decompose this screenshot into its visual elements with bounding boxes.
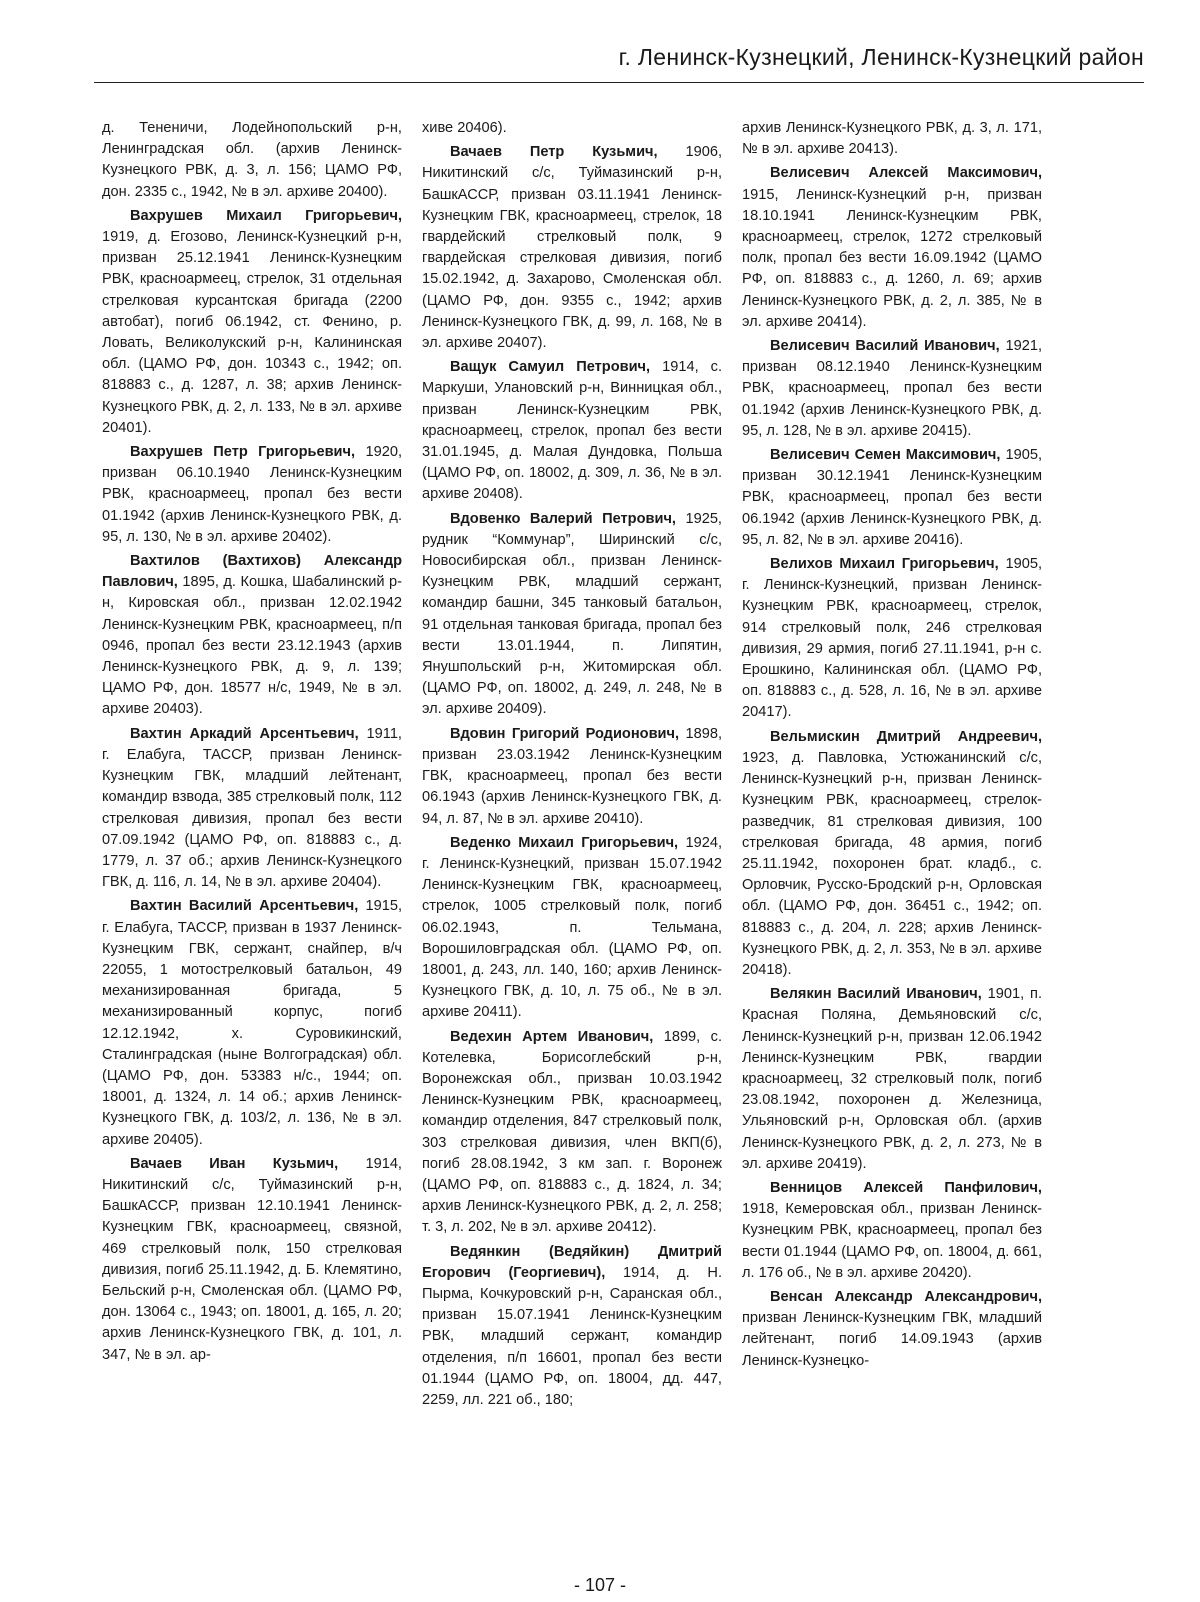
column-3 [742,118,1042,1414]
memorial-entry [102,442,402,548]
entry-details: 1914, д. Н. Пырма, Кочкуровский р-н, Саранская обл., призван 15.07.1941 Ленинск-Кузнецким РВК, младший сержант, командир отделения, п/п 16601, пропал без вести 01.1944 (ЦАМО РФ, оп. 18004, дд. 447, 2259, лл. 221 об., 180; [422,1264,722,1408]
entry-details: архив Ленинск-Кузнецкого РВК, д. 3, л. 171, № в эл. архиве 20413). [742,120,1042,158]
memorial-entry [102,1154,402,1366]
person-name: Ведянкин (Ведяйкин) Дмитрий Егорович (Георгиевич), [422,1243,722,1281]
memorial-entry [422,1027,722,1239]
memorial-entry [102,551,402,721]
person-name: Вахтин Василий Арсентьевич, [130,898,359,915]
person-name: Велисевич Василий Иванович, [770,338,1000,355]
person-name: Вахтилов (Вахтихов) Александр Павлович, [102,553,402,591]
person-name: Велихов Михаил Григорьевич, [770,556,999,573]
person-name: Вдовенко Валерий Петрович, [450,510,676,527]
entry-details: 1914, с. Маркуши, Улановский р-н, Винницкая обл., призван Ленинск-Кузнецким РВК, красноармеец, стрелок, пропал без вести 31.01.1945, д. Малая Дундовка, Польша (ЦАМО РФ, оп. 18002, д. 309, л. 36, № в эл. архиве 20408). [422,359,723,503]
column-2 [422,118,722,1414]
entry-details: 1905, г. Ленинск-Кузнецкий, призван Ленинск-Кузнецким РВК, красноармеец, стрелок, 914 стрелковый полк, 246 стрелковая дивизия, 29 армия, погиб 27.11.1941, р-н с. Ерошкино, Калининская обл. (ЦАМО РФ, оп. 818883 с., д. 528, л. 16, № в эл. архиве 20417). [742,556,1042,721]
entry-continuation [102,118,402,203]
column-1 [102,118,402,1414]
memorial-entry [102,724,402,894]
memorial-entry [422,724,722,830]
entry-details: хиве 20406). [422,120,507,136]
memorial-entry [742,336,1042,442]
entry-details: 1898, призван 23.03.1942 Ленинск-Кузнецким ГВК, красноармеец, пропал без вести 06.1943 (архив Ленинск-Кузнецкого ГВК, д. 94, л. 87, № в эл. архиве 20410). [422,725,722,827]
memorial-entry [742,163,1042,333]
page-number: - 107 - [573,1575,627,1595]
entry-continuation [422,118,722,139]
memorial-entry [102,896,402,1150]
memorial-entry [742,445,1042,551]
entry-details: 1918, Кемеровская обл., призван Ленинск-Кузнецким РВК, красноармеец, пропал без вести 01.1944 (ЦАМО РФ, оп. 18004, д. 661, л. 176 об., № в эл. архиве 20420). [742,1201,1042,1281]
entry-details: 1915, Ленинск-Кузнецкий р-н, призван 18.10.1941 Ленинск-Кузнецким РВК, красноармеец, стрелок, 1272 стрелковый полк, пропал без вести 16.09.1942 (ЦАМО РФ, оп. 818883 с., д. 1260, л. 69; архив Ленинск-Кузнецкого РВК, д. 2, л. 385, № в эл. архиве 20414). [742,186,1042,330]
person-name: Велякин Василий Иванович, [770,986,982,1003]
person-name: Ведехин Артем Иванович, [450,1028,654,1045]
memorial-entry [742,554,1042,724]
entry-details: 1905, призван 30.12.1941 Ленинск-Кузнецким РВК, красноармеец, пропал без вести 06.1942 (архив Ленинск-Кузнецкого РВК, д. 95, л. 82, № в эл. архиве 20416). [742,447,1043,548]
entry-details: 1925, рудник “Коммунар”, Ширинский с/с, Новосибирская обл., призван Ленинск-Кузнецким РВК, младший сержант, командир башни, 345 танковый батальон, 91 отдельная танковая бригада, пропал без вести 13.01.1944, п. Липятин, Янушпольский р-н, Житомирская обл. (ЦАМО РФ, оп. 18002, д. 249, л. 248, № в эл. архиве 20409). [422,510,722,718]
entry-details: 1924, г. Ленинск-Кузнецкий, призван 15.07.1942 Ленинск-Кузнецким ГВК, красноармеец, стрелок, 1005 стрелковый полк, погиб 06.02.1943, п. Тельмана, Ворошиловградская обл. (ЦАМО РФ, оп. 18001, д. 243, лл. 140, 160; архив Ленинск-Кузнецкого ГВК, д. 10, л. 75 об., № в эл. архиве 20411). [422,834,723,1021]
entry-details: д. Тененичи, Лодейнопольский р-н, Ленинградская обл. (архив Ленинск-Кузнецкого РВК, д. 3, л. 156; ЦАМО РФ, дон. 2335 с., 1942, № в эл. архиве 20400). [102,120,402,200]
entry-details: 1895, д. Кошка, Шабалинский р-н, Кировская обл., призван 12.02.1942 Ленинск-Кузнецким РВК, красноармеец, п/п 0946, пропал без вести 23.12.1943 (архив Ленинск-Кузнецкого РВК, д. 9, л. 139; ЦАМО РФ, дон. 18577 н/с, 1949, № в эл. архиве 20403). [102,574,402,718]
person-name: Вахтин Аркадий Арсентьевич, [130,725,359,742]
person-name: Велисевич Алексей Максимович, [770,165,1042,182]
person-name: Велисевич Семен Максимович, [770,447,1001,464]
memorial-entry [422,142,722,354]
memorial-entry [742,1287,1042,1372]
entry-details: 1919, д. Егозово, Ленинск-Кузнецкий р-н, призван 25.12.1941 Ленинск-Кузнецким РВК, красноармеец, стрелок, 31 отдельная стрелковая курсантская бригада (2200 автобат), погиб 06.1942, ст. Фенино, р. Ловать, Великолукский р-н, Калининская обл. (ЦАМО РФ, дон. 10343 с., 1942; оп. 818883 с., д. 1287, л. 38; архив Ленинск-Кузнецкого РВК, д. 2, л. 133, № в эл. архиве 20401). [102,229,402,436]
entry-details: призван Ленинск-Кузнецким ГВК, младший лейтенант, погиб 14.09.1943 (архив Ленинск-Кузнецко- [742,1310,1042,1369]
person-name: Вачаев Петр Кузьмич, [450,144,658,161]
entry-details: 1901, п. Красная Поляна, Демьяновский с/с, Ленинск-Кузнецкий р-н, призван 12.06.1942 Ленинск-Кузнецким РВК, гвардии красноармеец, 32 стрелковый полк, погиб 23.08.1942, похоронен д. Железница, Ульяновский р-н, Орловская обл. (архив Ленинск-Кузнецкого РВК, д. 2, л. 273, № в эл. архиве 20419). [742,986,1042,1172]
entry-details: 1923, д. Павловка, Устюжанинский с/с, Ленинск-Кузнецкий р-н, призван Ленинск-Кузнецким РВК, красноармеец, стрелок-разведчик, 81 стрелковая дивизия, 100 стрелковая бригада, 48 армия, погиб 25.11.1942, похоронен брат. кладб., с. Орловчик, Русско-Бродский р-н, Орловская обл. (ЦАМО РФ, дон. 36451 с., 1942; оп. 818883 с., д. 204, л. 228; архив Ленинск-Кузнецкого РВК, д. 2, л. 353, № в эл. архиве 20418). [742,749,1042,978]
person-name: Вельмискин Дмитрий Андреевич, [770,728,1042,745]
text-columns [102,118,1042,1414]
entry-continuation [742,118,1042,160]
entry-details: 1899, с. Котелевка, Борисоглебский р-н, Воронежская обл., призван 10.03.1942 Ленинск-Кузнецким РВК, красноармеец, командир отделения, 847 стрелковый полк, 303 стрелковая дивизия, член ВКП(б), погиб 28.08.1942, 3 км зап. г. Воронеж (ЦАМО РФ, оп. 818883 с., д. 1824, л. 34; архив Ленинск-Кузнецкого РВК, д. 2, л. 258; т. 3, л. 202, № в эл. архиве 20412). [422,1028,722,1236]
memorial-entry [742,727,1042,981]
person-name: Веденко Михаил Григорьевич, [450,834,679,851]
entry-details: 1906, Никитинский с/с, Туймазинский р-н, БашкАССР, призван 03.11.1941 Ленинск-Кузнецким ГВК, красноармеец, стрелок, 18 гвардейский стрелковый полк, 9 гвардейская стрелковая дивизия, погиб 15.02.1942, д. Захарово, Смоленская обл. (ЦАМО РФ, дон. 9355 с., 1942; архив Ленинск-Кузнецкого ГВК, д. 99, л. 168, № в эл. архиве 20407). [422,144,723,352]
memorial-entry [422,509,722,721]
entry-details: 1911, г. Елабуга, ТАССР, призван Ленинск-Кузнецким ГВК, младший лейтенант, командир взвода, 385 стрелковый полк, 112 стрелковая дивизия, пропал без вести 07.09.1942 (ЦАМО РФ, оп. 818883 с., д. 1779, л. 37 об.; архив Ленинск-Кузнецкого ГВК, д. 116, л. 14, № в эл. архиве 20404). [102,725,402,891]
person-name: Вачаев Иван Кузьмич, [130,1155,339,1172]
header-rule [94,82,1144,83]
memorial-entry [422,833,722,1024]
person-name: Венницов Алексей Панфилович, [770,1179,1042,1196]
running-head: г. Ленинск-Кузнецкий, Ленинск-Кузнецкий район [618,44,1144,70]
memorial-entry [422,1242,722,1412]
entry-details: 1920, призван 06.10.1940 Ленинск-Кузнецким РВК, красноармеец, пропал без вести 01.1942 (архив Ленинск-Кузнецкого РВК, д. 95, л. 130, № в эл. архиве 20402). [102,444,403,545]
person-name: Вдовин Григорий Родионович, [450,725,680,742]
memorial-entry [742,1178,1042,1284]
entry-details: 1914, Никитинский с/с, Туймазинский р-н, БашкАССР, призван 12.10.1941 Ленинск-Кузнецким ГВК, красноармеец, связной, 469 стрелковый полк, 150 стрелковая дивизия, погиб 25.11.1942, д. Б. Клемятино, Бельский р-н, Смоленская обл. (ЦАМО РФ, дон. 13064 с., 1943; оп. 18001, д. 165, л. 20; архив Ленинск-Кузнецкого ГВК, д. 101, л. 347, № в эл. ар- [102,1155,402,1363]
entry-details: 1915, г. Елабуга, ТАССР, призван в 1937 Ленинск-Кузнецким ГВК, сержант, снайпер, в/ч 22055, 1 мотострелковый батальон, 49 механизированная бригада, 5 механизированный корпус, погиб 12.12.1942, х. Суровикинский, Сталинградская (ныне Волгоградская) обл. (ЦАМО РФ, дон. 53383 н/с., 1944; оп. 18001, д. 1324, л. 14 об.; архив Ленинск-Кузнецкого ГВК, д. 103/2, л. 136, № в эл. архиве 20405). [102,898,403,1148]
person-name: Венсан Александр Александрович, [770,1288,1042,1305]
memorial-entry [102,206,402,439]
entry-details: 1921, призван 08.12.1940 Ленинск-Кузнецким РВК, красноармеец, пропал без вести 01.1942 (архив Ленинск-Кузнецкого РВК, д. 95, л. 128, № в эл. архиве 20415). [742,338,1043,439]
memorial-entry [742,984,1042,1175]
memorial-entry [422,357,722,505]
person-name: Ващук Самуил Петрович, [450,359,651,376]
person-name: Вахрушев Михаил Григорьевич, [130,207,402,224]
person-name: Вахрушев Петр Григорьевич, [130,444,356,461]
